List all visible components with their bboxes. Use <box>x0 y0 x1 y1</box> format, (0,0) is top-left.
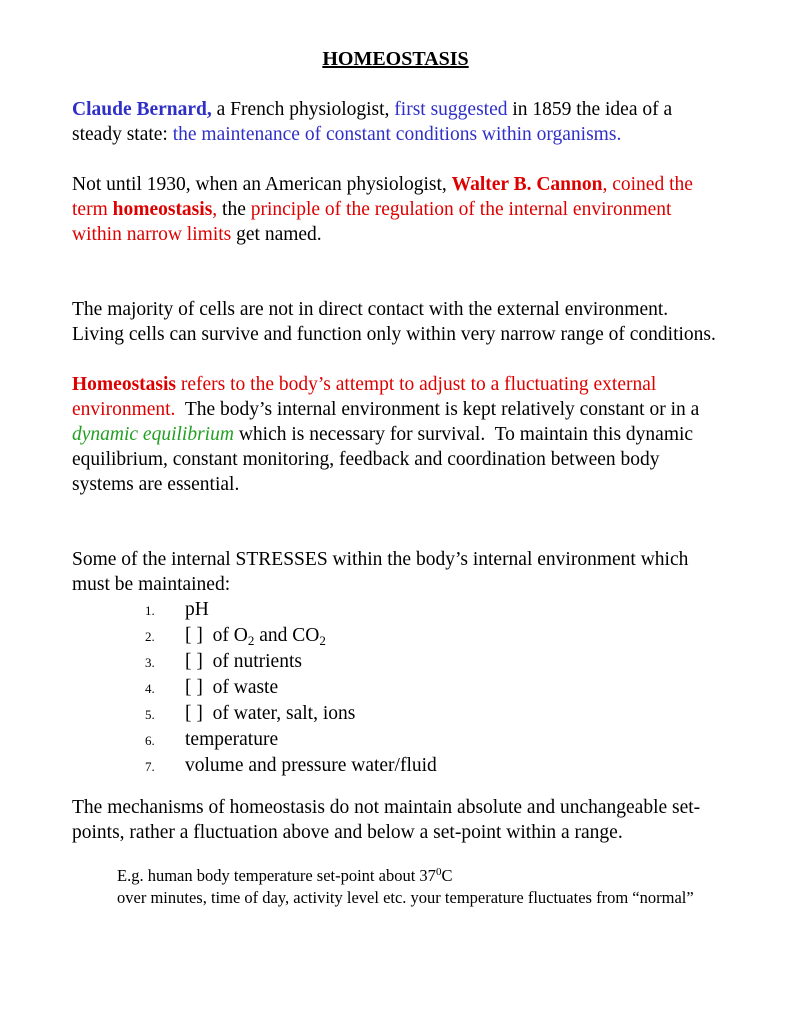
list-item <box>145 727 719 753</box>
list-item <box>145 675 719 701</box>
text-run: The majority of cells are not in direct contact with the external environment. Living cells can survive and function only within very narrow range of conditions. <box>72 299 716 345</box>
document-title-text: HOMEOSTASIS <box>322 48 469 70</box>
text-run: over minutes, time of day, activity level etc. your temperature fluctuates from “normal” <box>117 887 694 907</box>
paragraph-walter-cannon <box>72 172 719 247</box>
text-run: Walter B. Cannon <box>451 174 603 195</box>
list-number: 1. <box>145 603 155 618</box>
text-run: first suggested <box>394 99 508 120</box>
list-item-text: [ ] of waste <box>185 677 279 698</box>
list-item <box>145 623 719 649</box>
text-run: Some of the internal STRESSES within the body’s internal environment which must be maintained: <box>72 549 694 595</box>
list-number: 5. <box>145 707 155 722</box>
text-run: get named. <box>231 224 322 245</box>
list-number: 7. <box>145 759 155 774</box>
paragraph-internal-stresses-intro <box>72 547 719 597</box>
text-run: the maintenance of constant conditions within organisms. <box>172 124 622 145</box>
list-item-text: [ ] of O <box>185 625 248 646</box>
paragraph-homeostasis-definition <box>72 372 719 497</box>
text-run: in 1859 the idea of a steady state: <box>72 99 677 145</box>
list-item-text: [ ] of nutrients <box>185 651 302 672</box>
text-run: The mechanisms of homeostasis do not maintain absolute and unchangeable set-points, rather a fluctuation above and below a set-point within a range. <box>72 797 701 843</box>
document-title <box>72 47 719 72</box>
text-run: E.g. human body temperature set-point about 37 <box>117 866 436 885</box>
text-run: which is necessary for survival. To maintain this dynamic equilibrium, constant monitoring, feedback and coordination between body systems are essential. <box>72 424 698 495</box>
note-line-fluctuates <box>117 887 719 909</box>
text-run: , coined the term <box>72 174 698 220</box>
list-number: 4. <box>145 681 155 696</box>
subscript: 2 <box>247 633 255 648</box>
text-run: refers to the body’s attempt to adjust to a fluctuating external environment. <box>72 374 662 420</box>
text-run: homeostasis <box>112 199 213 220</box>
text-run: C <box>441 866 453 885</box>
list-item-text: temperature <box>185 729 279 750</box>
note-line-temperature <box>117 865 719 887</box>
list-item-text: pH <box>185 599 209 620</box>
list-item <box>145 753 719 779</box>
list-item-text: and CO <box>254 625 320 646</box>
list-number: 6. <box>145 733 155 748</box>
list-item <box>145 649 719 675</box>
text-run: Claude Bernard, <box>72 99 212 120</box>
text-run: , <box>212 199 223 220</box>
text-run: dynamic equilibrium <box>72 424 234 445</box>
paragraph-set-points <box>72 795 719 845</box>
paragraph-claude-bernard <box>72 97 719 147</box>
text-run: Homeostasis <box>72 374 176 395</box>
list-number: 3. <box>145 655 155 670</box>
text-run: The body’s internal environment is kept relatively constant or in a <box>175 399 705 420</box>
list-number: 2. <box>145 629 155 644</box>
text-run: a French physiologist, <box>211 99 395 120</box>
text-run: principle of the regulation of the internal environment within narrow limits <box>72 199 677 245</box>
subscript: 2 <box>319 633 326 648</box>
list-item <box>145 597 719 623</box>
list-item <box>145 701 719 727</box>
note-block <box>117 865 719 908</box>
paragraph-majority-of-cells <box>72 297 719 347</box>
text-run: Not until 1930, when an American physiologist, <box>72 174 452 195</box>
list-item-text: volume and pressure water/fluid <box>185 755 437 776</box>
list-item-text: [ ] of water, salt, ions <box>185 703 356 724</box>
text-run: the <box>222 199 251 220</box>
numbered-list-stresses <box>72 597 719 779</box>
superscript: 0 <box>435 866 442 878</box>
